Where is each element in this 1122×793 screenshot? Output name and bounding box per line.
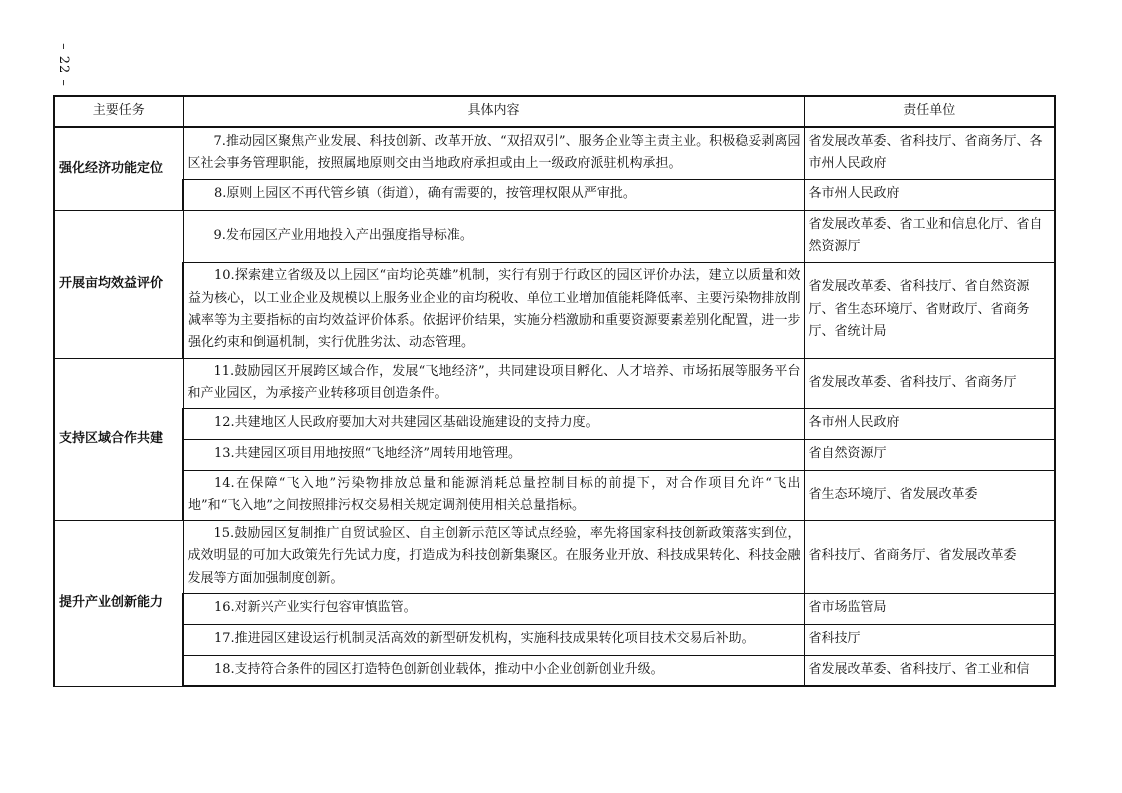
- unit-cell: 省发展改革委、省科技厅、省工业和信: [804, 655, 1055, 686]
- table-row: [54, 262, 1055, 358]
- task-table: [53, 95, 1056, 687]
- table-row: [54, 624, 1055, 655]
- table-row: [54, 470, 1055, 520]
- table-header: [54, 96, 1055, 127]
- unit-cell: 省生态环境厅、省发展改革委: [804, 470, 1055, 520]
- table-row: [54, 179, 1055, 210]
- header-task: 主要任务: [54, 96, 183, 127]
- task-cell: 支持区域合作共建: [54, 358, 183, 520]
- unit-cell: 省科技厅、省商务厅、省发展改革委: [804, 520, 1055, 593]
- table-row: [54, 408, 1055, 439]
- content-cell: 17.推进园区建设运行机制灵活高效的新型研发机构，实施科技成果转化项目技术交易后补助。: [183, 624, 804, 655]
- table-row: [54, 520, 1055, 593]
- content-cell: 7.推动园区聚焦产业发展、科技创新、改革开放、“双招双引”、服务企业等主责主业。积极稳妥剥离园区社会事务管理职能，按照属地原则交由当地政府承担或由上一级政府派驻机构承担。: [183, 127, 804, 179]
- table-row: [54, 127, 1055, 179]
- unit-cell: 各市州人民政府: [804, 408, 1055, 439]
- table-row: [54, 593, 1055, 624]
- unit-cell: 各市州人民政府: [804, 179, 1055, 210]
- task-cell: 强化经济功能定位: [54, 127, 183, 210]
- content-cell: 15.鼓励园区复制推广自贸试验区、自主创新示范区等试点经验，率先将国家科技创新政策落实到位，成效明显的可加大政策先行先试力度，打造成为科技创新集聚区。在服务业开放、科技成果转化、科技金融发展等方面加强制度创新。: [183, 520, 804, 593]
- content-cell: 12.共建地区人民政府要加大对共建园区基础设施建设的支持力度。: [183, 408, 804, 439]
- header-row: [54, 96, 1055, 127]
- table-row: [54, 210, 1055, 262]
- table-row: [54, 655, 1055, 686]
- unit-cell: 省市场监管局: [804, 593, 1055, 624]
- header-unit: 责任单位: [804, 96, 1055, 127]
- table-body: [54, 127, 1055, 686]
- unit-cell: 省科技厅: [804, 624, 1055, 655]
- content-cell: 18.支持符合条件的园区打造特色创新创业载体，推动中小企业创新创业升级。: [183, 655, 804, 686]
- page-number: – 22 –: [56, 43, 72, 87]
- unit-cell: 省发展改革委、省科技厅、省自然资源厅、省生态环境厅、省财政厅、省商务厅、省统计局: [804, 262, 1055, 358]
- unit-cell: 省发展改革委、省工业和信息化厅、省自然资源厅: [804, 210, 1055, 262]
- header-content: 具体内容: [183, 96, 804, 127]
- content-cell: 10.探索建立省级及以上园区“亩均论英雄”机制，实行有别于行政区的园区评价办法，建立以质量和效益为核心，以工业企业及规模以上服务业企业的亩均税收、单位工业增加值能耗降低率、主要污染物排放削减率等为主要指标的亩均效益评价体系。依据评价结果，实施分档激励和重要资源要素差别化配置，进一步强化约束和倒逼机制，实行优胜劣汰、动态管理。: [183, 262, 804, 358]
- content-cell: 9.发布园区产业用地投入产出强度指导标准。: [183, 210, 804, 262]
- unit-cell: 省自然资源厅: [804, 439, 1055, 470]
- unit-cell: 省发展改革委、省科技厅、省商务厅、各市州人民政府: [804, 127, 1055, 179]
- unit-cell: 省发展改革委、省科技厅、省商务厅: [804, 358, 1055, 408]
- task-cell: 开展亩均效益评价: [54, 210, 183, 358]
- content-cell: 14.在保障“飞入地”污染物排放总量和能源消耗总量控制目标的前提下，对合作项目允许“飞出地”和“飞入地”之间按照排污权交易相关规定调剂使用相关总量指标。: [183, 470, 804, 520]
- table-row: [54, 358, 1055, 408]
- content-cell: 13.共建园区项目用地按照“飞地经济”周转用地管理。: [183, 439, 804, 470]
- content-cell: 8.原则上园区不再代管乡镇（街道），确有需要的，按管理权限从严审批。: [183, 179, 804, 210]
- task-cell: 提升产业创新能力: [54, 520, 183, 686]
- content-cell: 11.鼓励园区开展跨区域合作，发展“飞地经济”，共同建设项目孵化、人才培养、市场拓展等服务平台和产业园区，为承接产业转移项目创造条件。: [183, 358, 804, 408]
- content-cell: 16.对新兴产业实行包容审慎监管。: [183, 593, 804, 624]
- table-row: [54, 439, 1055, 470]
